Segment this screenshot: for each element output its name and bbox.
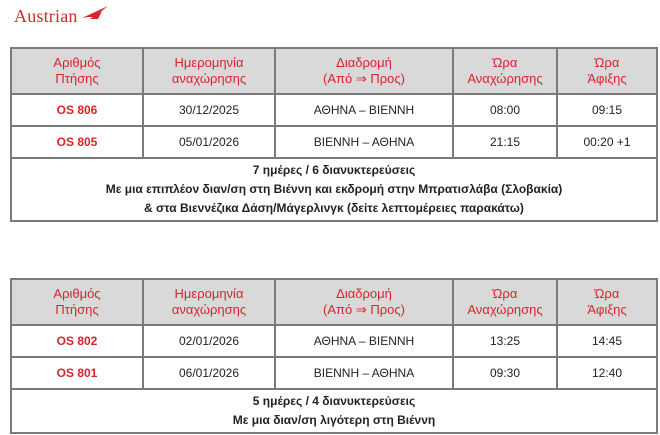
header-flight-number: Αριθμός Πτήσης: [11, 48, 143, 94]
package-note: [11, 389, 657, 433]
note-line: Με μια επιπλέον διαν/ση στη Βιέννη και εκδρομή στην Μπρατισλάβα (Σλοβακία): [105, 182, 563, 196]
note-line: & στα Βιεννέζικα Δάση/Μάγερλινγκ (δείτε λεπτομέρειες παρακάτω): [144, 201, 524, 215]
arrival-time: 12:40: [557, 357, 657, 389]
flight-number: OS 802: [11, 325, 143, 357]
austrian-logo: [14, 6, 110, 27]
brand-name: Austrian: [14, 6, 78, 26]
departure-time: 08:00: [453, 94, 557, 126]
flight-table-1: [10, 47, 658, 222]
flight-number: OS 806: [11, 94, 143, 126]
arrival-time: 14:45: [557, 325, 657, 357]
header-departure-time: Ώρα Αναχώρησης: [453, 48, 557, 94]
flight-number: OS 805: [11, 126, 143, 158]
package-note-row: [11, 158, 657, 221]
table-header-row: [11, 48, 657, 94]
header-route: Διαδρομή (Από ⇒ Προς): [275, 48, 453, 94]
package-note-row: [11, 389, 657, 433]
header-departure-date: Ημερομηνία αναχώρησης: [143, 48, 275, 94]
header-route: Διαδρομή (Από ⇒ Προς): [275, 279, 453, 325]
arrival-time: 00:20 +1: [557, 126, 657, 158]
departure-date: 30/12/2025: [143, 94, 275, 126]
table-row: [11, 126, 657, 158]
departure-time: 09:30: [453, 357, 557, 389]
header-arrival-time: Ώρα Άφιξης: [557, 48, 657, 94]
header-departure-time: Ώρα Αναχώρησης: [453, 279, 557, 325]
note-line: 5 ημέρες / 4 διανυκτερεύσεις: [252, 394, 416, 408]
route: ΒΙΕΝΝΗ – ΑΘΗΝΑ: [275, 357, 453, 389]
table-row: [11, 325, 657, 357]
note-line: 7 ημέρες / 6 διανυκτερεύσεις: [252, 163, 416, 177]
departure-date: 05/01/2026: [143, 126, 275, 158]
table-row: [11, 357, 657, 389]
departure-time: 21:15: [453, 126, 557, 158]
departure-date: 02/01/2026: [143, 325, 275, 357]
route: ΑΘΗΝΑ – ΒΙΕΝΝΗ: [275, 94, 453, 126]
route: ΑΘΗΝΑ – ΒΙΕΝΝΗ: [275, 325, 453, 357]
departure-date: 06/01/2026: [143, 357, 275, 389]
package-note: [11, 158, 657, 221]
departure-time: 13:25: [453, 325, 557, 357]
note-line: Με μια διαν/ση λιγότερη στη Βιέννη: [232, 413, 436, 427]
header-arrival-time: Ώρα Άφιξης: [557, 279, 657, 325]
route: ΒΙΕΝΝΗ – ΑΘΗΝΑ: [275, 126, 453, 158]
table-header-row: [11, 279, 657, 325]
flight-number: OS 801: [11, 357, 143, 389]
arrival-time: 09:15: [557, 94, 657, 126]
flight-table-2: [10, 278, 658, 434]
header-flight-number: Αριθμός Πτήσης: [11, 279, 143, 325]
table-row: [11, 94, 657, 126]
header-departure-date: Ημερομηνία αναχώρησης: [143, 279, 275, 325]
austrian-chevron-logo-icon: [80, 4, 110, 20]
